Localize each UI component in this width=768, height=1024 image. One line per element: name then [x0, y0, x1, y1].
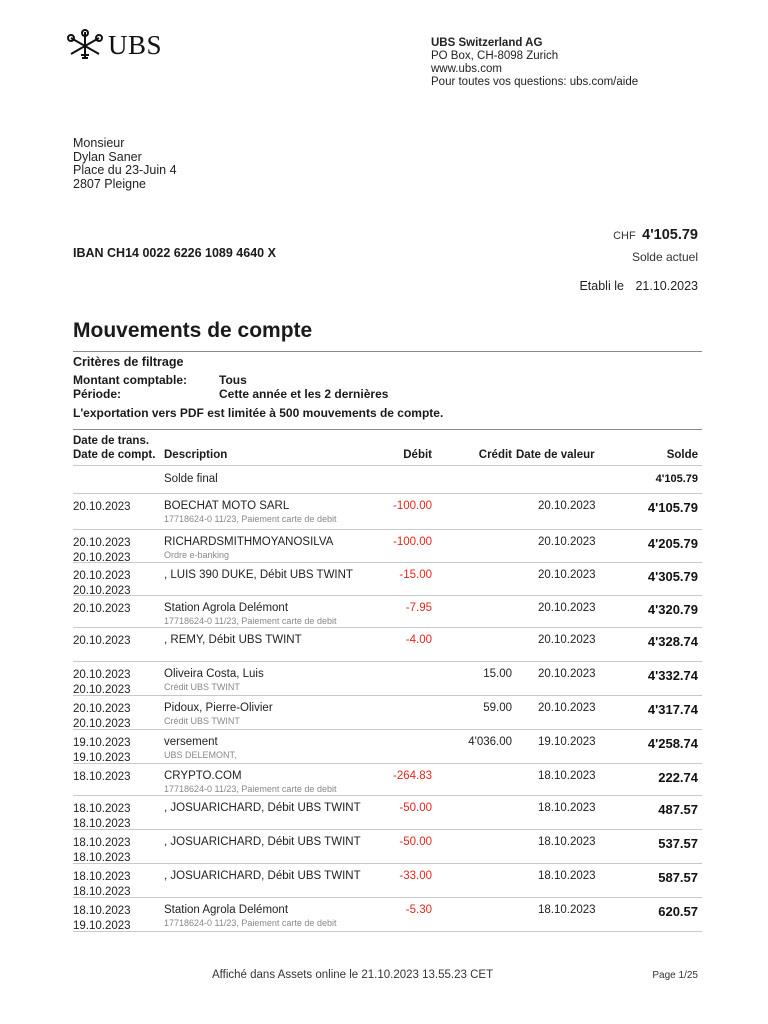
table-row[interactable] — [73, 830, 702, 864]
value-date: 20.10.2023 — [538, 634, 596, 646]
debit-amount: -100.00 — [392, 500, 432, 512]
credit-amount: 15.00 — [483, 668, 512, 680]
header-balance: Solde — [666, 449, 698, 461]
value-date: 20.10.2023 — [538, 702, 596, 714]
book-date: 20.10.2023 — [73, 551, 131, 564]
row-balance: 4'305.79 — [647, 569, 698, 584]
table-row[interactable] — [73, 628, 702, 662]
filter-period-value: Cette année et les 2 dernières — [219, 386, 389, 401]
trans-dates — [73, 736, 131, 765]
description-main: , REMY, Débit UBS TWINT — [164, 634, 302, 646]
book-date: 20.10.2023 — [73, 717, 131, 730]
table-row[interactable] — [73, 730, 702, 764]
transaction-description — [164, 870, 361, 883]
filter-amount — [73, 374, 443, 388]
header-description: Description — [164, 449, 228, 461]
trans-dates — [73, 702, 131, 731]
filter-amount-label: Montant comptable: — [73, 373, 187, 387]
transactions-table — [73, 466, 702, 932]
transaction-description — [164, 500, 336, 526]
company-help: Pour toutes vos questions: ubs.com/aide — [431, 76, 639, 88]
trans-dates — [73, 770, 131, 785]
trans-dates — [73, 634, 131, 649]
row-balance: 587.57 — [658, 870, 698, 885]
book-date: 18.10.2023 — [73, 851, 131, 864]
transaction-description — [164, 569, 353, 582]
recipient-salutation: Monsieur — [73, 136, 125, 150]
table-row[interactable] — [73, 898, 702, 932]
filter-period — [73, 388, 443, 402]
trans-date: 18.10.2023 — [73, 771, 131, 783]
description-main: CRYPTO.COM — [164, 770, 242, 782]
book-date: 18.10.2023 — [73, 885, 131, 898]
table-row[interactable] — [73, 696, 702, 730]
description-main: versement — [164, 736, 218, 748]
trans-dates — [73, 536, 131, 565]
row-balance: 4'105.79 — [647, 500, 698, 515]
trans-dates — [73, 602, 131, 617]
table-row[interactable] — [73, 796, 702, 830]
transaction-description — [164, 602, 336, 628]
current-balance — [613, 226, 698, 264]
table-row[interactable] — [73, 563, 702, 596]
debit-amount: -4.00 — [405, 634, 432, 646]
value-date: 18.10.2023 — [538, 836, 596, 848]
trans-date: 18.10.2023 — [73, 905, 131, 917]
recipient-city: 2807 Pleigne — [73, 176, 146, 191]
iban: IBAN CH14 0022 6226 1089 4640 X — [73, 246, 276, 260]
header-debit: Débit — [403, 449, 432, 461]
final-balance-label: Solde final — [164, 473, 218, 485]
logo-text: UBS — [108, 29, 163, 60]
transaction-description — [164, 770, 336, 796]
debit-amount: -7.95 — [405, 602, 432, 614]
debit-amount: -50.00 — [399, 836, 432, 848]
company-address: PO Box, CH-8098 Zurich — [431, 50, 559, 62]
value-date: 18.10.2023 — [538, 870, 596, 882]
row-balance: 4'258.74 — [647, 736, 698, 751]
description-main: , LUIS 390 DUKE, Débit UBS TWINT — [164, 569, 353, 581]
trans-date: 20.10.2023 — [73, 635, 131, 647]
trans-dates — [73, 870, 131, 899]
book-date: 19.10.2023 — [73, 751, 131, 764]
row-balance: 4'328.74 — [647, 634, 698, 649]
balance-amount: 4'105.79 — [642, 227, 698, 243]
description-main: , JOSUARICHARD, Débit UBS TWINT — [164, 836, 361, 848]
trans-dates — [73, 802, 131, 831]
header-value-date: Date de valeur — [516, 449, 595, 461]
book-date: 19.10.2023 — [73, 919, 131, 932]
table-row[interactable] — [73, 864, 702, 898]
value-date: 20.10.2023 — [538, 536, 596, 548]
row-balance: 487.57 — [658, 802, 698, 817]
trans-dates — [73, 668, 131, 697]
header-credit: Crédit — [478, 449, 512, 461]
description-detail: Ordre e-banking — [164, 550, 230, 560]
book-date: 20.10.2023 — [73, 584, 131, 597]
final-balance-row — [73, 466, 702, 494]
title-divider — [73, 351, 702, 352]
trans-dates — [73, 904, 131, 933]
value-date: 20.10.2023 — [538, 569, 596, 581]
transaction-description — [164, 668, 264, 694]
debit-amount: -5.30 — [405, 904, 432, 916]
book-date: 20.10.2023 — [73, 683, 131, 696]
debit-amount: -33.00 — [399, 870, 432, 882]
transaction-description — [164, 904, 336, 930]
trans-dates — [73, 569, 131, 598]
header-trans-date: Date de trans. — [73, 435, 150, 447]
export-note: L'exportation vers PDF est limitée à 500 mouvements de compte. — [73, 406, 444, 420]
recipient-address — [73, 137, 177, 191]
filter-criteria — [73, 355, 443, 420]
value-date: 20.10.2023 — [538, 500, 596, 512]
description-detail: Crédit UBS TWINT — [164, 682, 240, 692]
credit-amount: 59.00 — [483, 702, 512, 714]
row-balance: 620.57 — [658, 904, 698, 919]
table-row[interactable] — [73, 596, 702, 628]
trans-date: 20.10.2023 — [73, 603, 131, 615]
description-detail: 17718624-0 11/23, Paiement carte de debit — [164, 784, 337, 794]
row-balance: 4'332.74 — [647, 668, 698, 683]
transaction-description — [164, 836, 361, 849]
final-balance-value: 4'105.79 — [655, 473, 698, 485]
description-main: Pidoux, Pierre-Olivier — [164, 702, 273, 714]
trans-date: 18.10.2023 — [73, 803, 131, 815]
balance-currency: CHF — [613, 230, 636, 242]
value-date: 20.10.2023 — [538, 668, 596, 680]
balance-label: Solde actuel — [631, 250, 698, 264]
description-main: Station Agrola Delémont — [164, 602, 289, 614]
established-value: 21.10.2023 — [635, 279, 698, 293]
row-balance: 537.57 — [658, 836, 698, 851]
trans-date: 19.10.2023 — [73, 737, 131, 749]
header-book-date: Date de compt. — [73, 449, 156, 461]
footer-timestamp: Affiché dans Assets online le 21.10.2023 13.55.23 CET — [212, 969, 494, 981]
trans-date: 20.10.2023 — [73, 537, 131, 549]
description-main: Station Agrola Delémont — [164, 904, 289, 916]
transaction-description — [164, 634, 302, 647]
description-detail: 17718624-0 11/23, Paiement carte de debit — [164, 918, 337, 928]
trans-date: 20.10.2023 — [73, 703, 131, 715]
trans-date: 20.10.2023 — [73, 501, 131, 513]
established-date — [579, 279, 698, 293]
description-main: BOECHAT MOTO SARL — [164, 500, 290, 512]
established-label: Etabli le — [579, 279, 624, 293]
value-date: 18.10.2023 — [538, 904, 596, 916]
description-main: Oliveira Costa, Luis — [164, 668, 264, 680]
trans-date: 18.10.2023 — [73, 837, 131, 849]
debit-amount: -15.00 — [399, 569, 432, 581]
description-detail: 17718624-0 11/23, Paiement carte de debit — [164, 616, 337, 626]
description-main: , JOSUARICHARD, Débit UBS TWINT — [164, 870, 361, 882]
trans-date: 18.10.2023 — [73, 871, 131, 883]
company-website[interactable]: www.ubs.com — [431, 63, 502, 75]
trans-dates — [73, 836, 131, 865]
row-balance: 4'205.79 — [647, 536, 698, 551]
description-detail: UBS DELEMONT, — [164, 750, 237, 760]
company-name: UBS Switzerland AG — [431, 37, 543, 49]
page-title: Mouvements de compte — [73, 319, 313, 342]
debit-amount: -264.83 — [392, 770, 432, 782]
description-main: , JOSUARICHARD, Débit UBS TWINT — [164, 802, 361, 814]
trans-date: 20.10.2023 — [73, 669, 131, 681]
description-main: RICHARDSMITHMOYANOSILVA — [164, 536, 334, 548]
table-row[interactable] — [73, 662, 702, 696]
row-balance: 4'317.74 — [647, 702, 698, 717]
value-date: 19.10.2023 — [538, 736, 596, 748]
value-date: 20.10.2023 — [538, 602, 596, 614]
row-balance: 222.74 — [658, 770, 698, 785]
recipient-street: Place du 23-Juin 4 — [73, 163, 177, 177]
company-info — [431, 37, 638, 89]
table-row[interactable] — [73, 764, 702, 796]
transaction-description — [164, 536, 333, 562]
credit-amount: 4'036.00 — [468, 736, 512, 748]
table-header — [73, 435, 702, 465]
transaction-description — [164, 702, 273, 728]
filter-amount-value: Tous — [219, 373, 247, 387]
value-date: 18.10.2023 — [538, 770, 596, 782]
filter-period-label: Période: — [73, 386, 122, 401]
transaction-description — [164, 736, 237, 762]
row-balance: 4'320.79 — [647, 602, 698, 617]
recipient-name: Dylan Saner — [73, 149, 142, 164]
table-row[interactable] — [73, 494, 702, 530]
keys-icon — [66, 28, 104, 62]
table-row[interactable] — [73, 530, 702, 563]
filter-heading: Critères de filtrage — [73, 355, 184, 369]
page-number: Page 1/25 — [652, 970, 698, 981]
trans-date: 20.10.2023 — [73, 570, 131, 582]
description-detail: Crédit UBS TWINT — [164, 716, 240, 726]
description-detail: 17718624-0 11/23, Paiement carte de debit — [164, 514, 337, 524]
debit-amount: -50.00 — [399, 802, 432, 814]
trans-dates — [73, 500, 131, 515]
debit-amount: -100.00 — [392, 536, 432, 548]
value-date: 18.10.2023 — [538, 802, 596, 814]
ubs-logo — [66, 28, 162, 62]
book-date: 18.10.2023 — [73, 817, 131, 830]
transaction-description — [164, 802, 361, 815]
filter-divider — [73, 429, 702, 430]
